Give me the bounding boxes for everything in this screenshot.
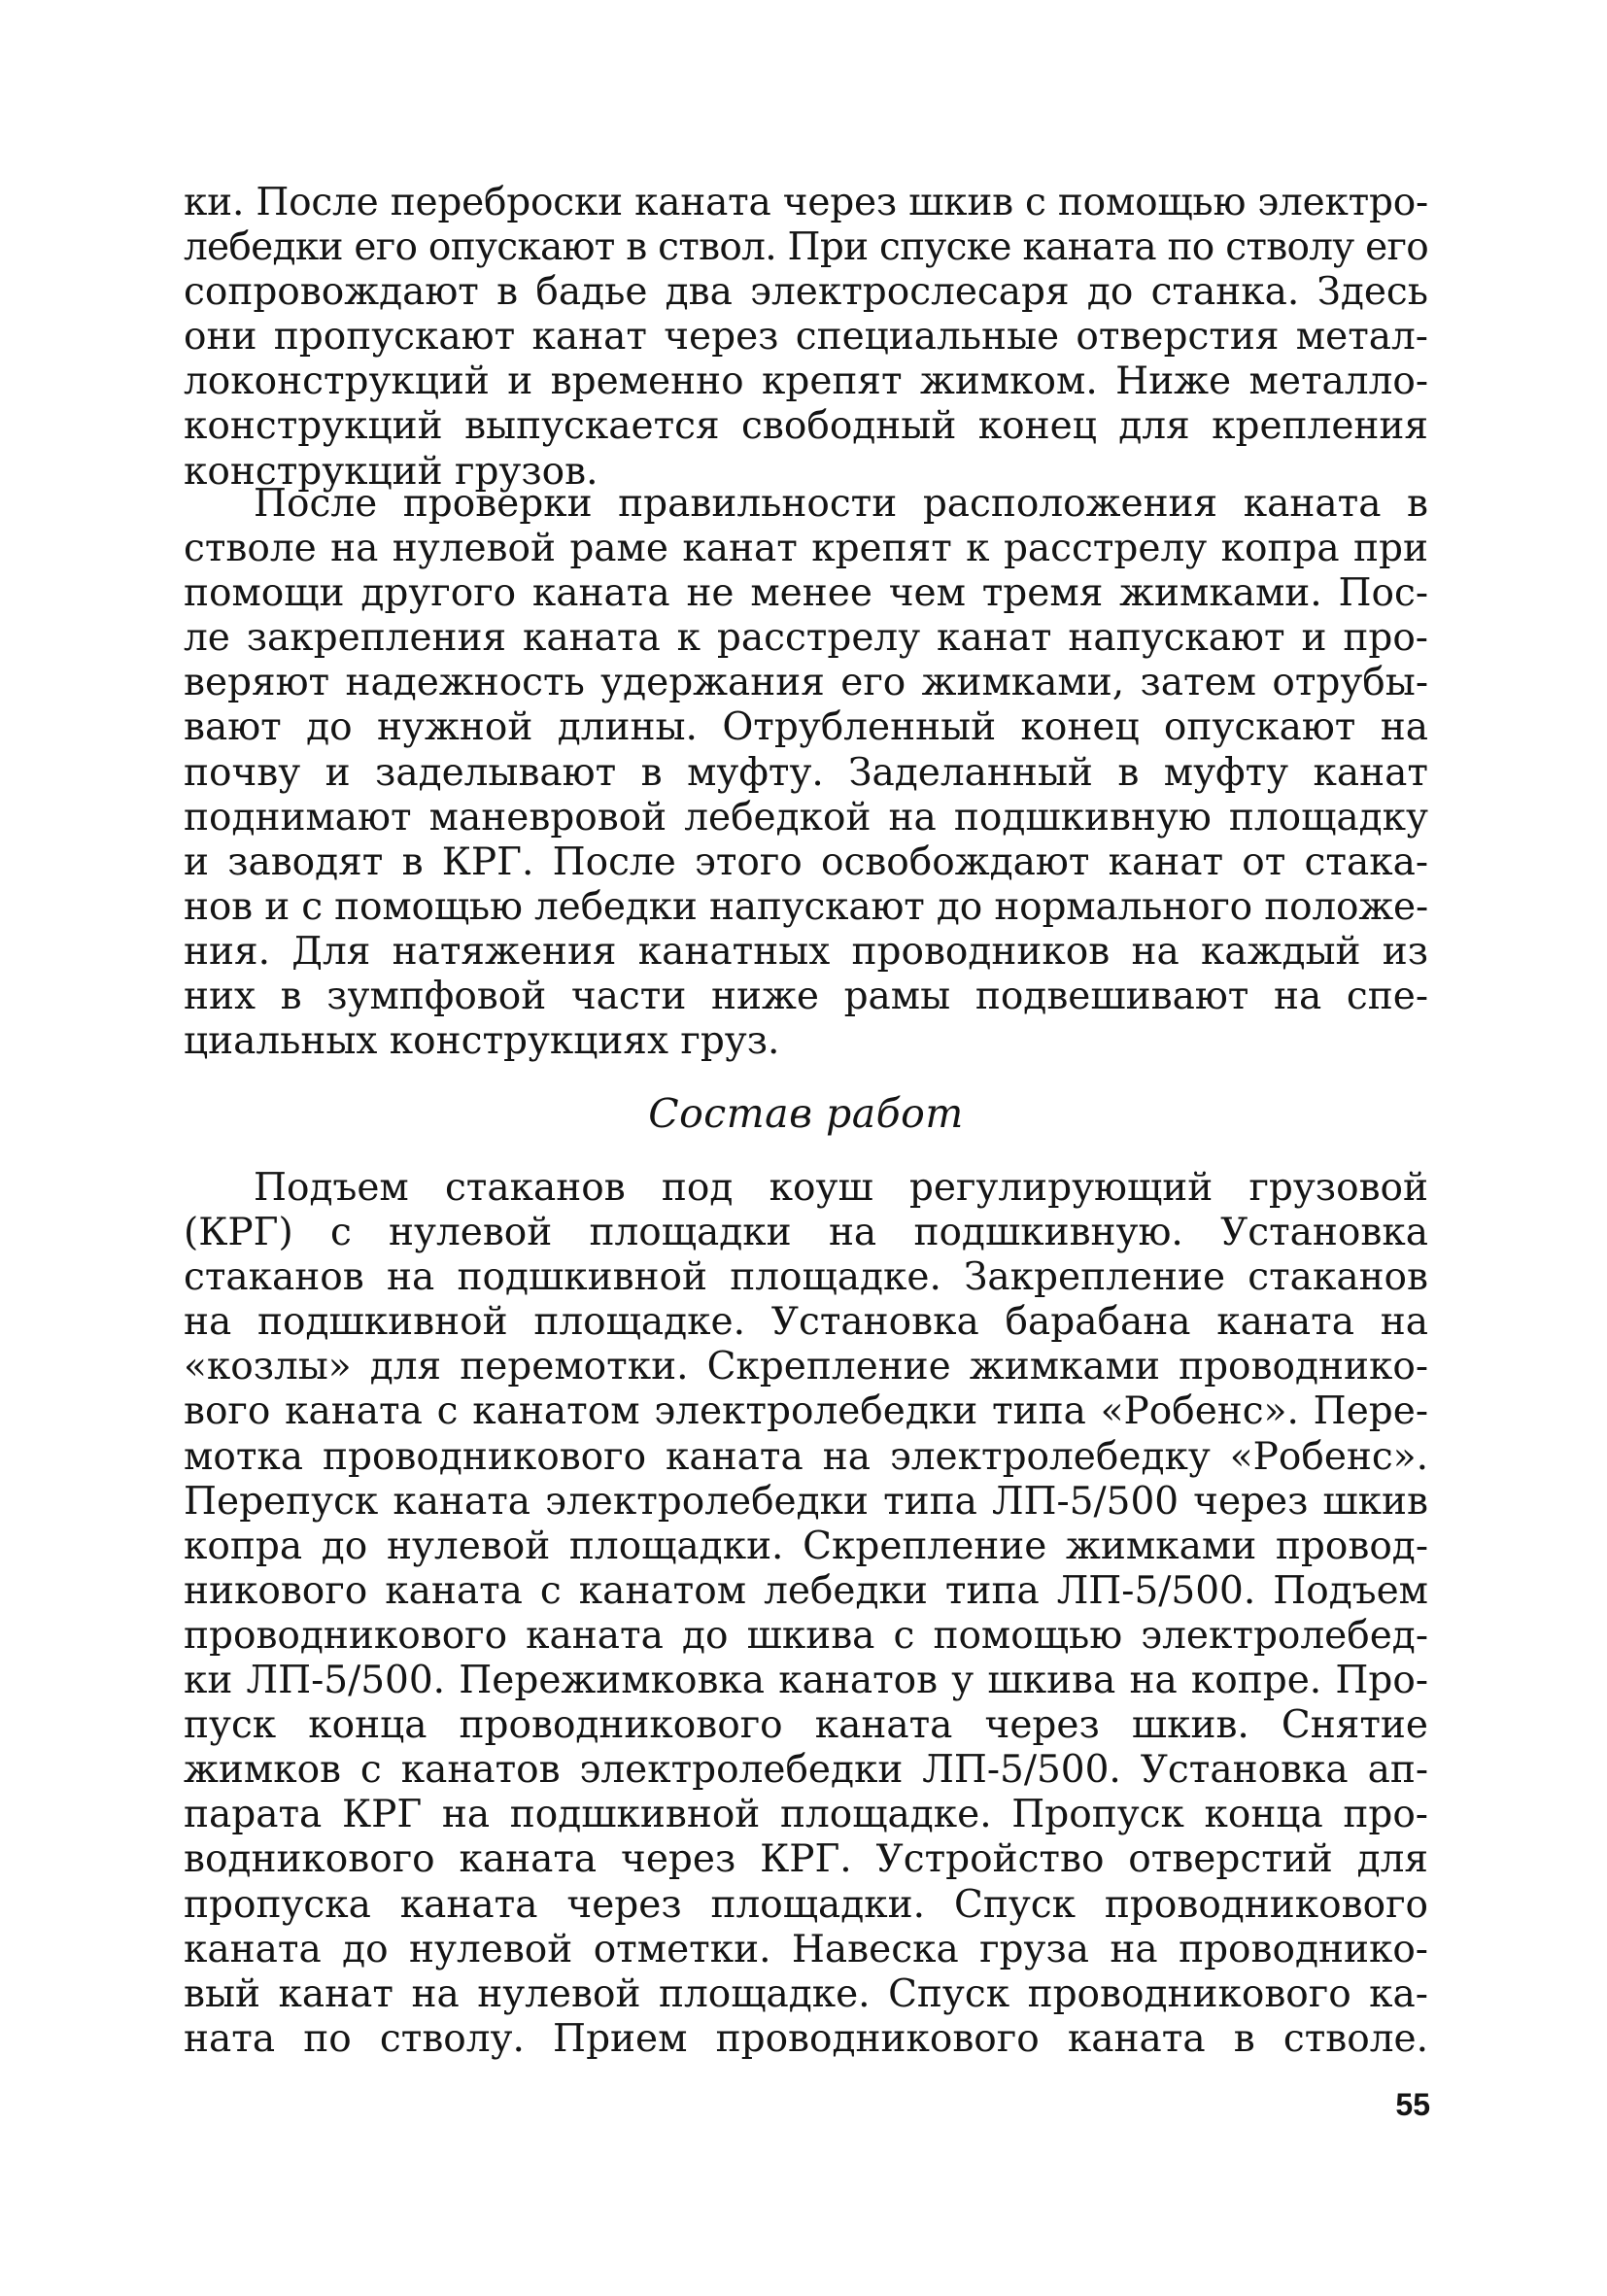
paragraph-3 <box>184 1166 1428 2062</box>
text-line: ната по стволу. Прием проводникового каната в стволе. <box>184 2016 1428 2061</box>
text-line: парата КРГ на подшкивной площадке. Пропуск конца про- <box>184 1793 1428 1837</box>
text-line: водникового каната через КРГ. Устройство отверстий для <box>184 1837 1428 1882</box>
text-line: веряют надежность удержания его жимками, затем отрубы- <box>184 661 1428 705</box>
text-line: вают до нужной длины. Отрубленный конец опускают на <box>184 705 1428 750</box>
text-line: Подъем стаканов под коуш регулирующий грузовой <box>254 1166 1428 1210</box>
text-line: копра до нулевой площадки. Скрепление жимками провод- <box>184 1524 1428 1568</box>
section-heading: Состав работ <box>648 1090 964 1137</box>
text-line: локонструкций и временно крепят жимком. Ниже металло- <box>184 360 1428 404</box>
text-line: стволе на нулевой раме канат крепят к расстрелу копра при <box>184 527 1428 571</box>
text-line: пуск конца проводникового каната через шкив. Снятие <box>184 1703 1428 1748</box>
text-line: поднимают маневровой лебедкой на подшкивную площадку <box>184 795 1428 840</box>
text-line: и заводят в КРГ. После этого освобождают канат от стака- <box>184 840 1428 884</box>
text-line: ле закрепления каната к расстрелу канат напускают и про- <box>184 616 1428 661</box>
text-line: на подшкивной площадке. Установка барабана каната на <box>184 1300 1428 1345</box>
text-line: них в зумпфовой части ниже рамы подвешивают на спе- <box>184 975 1428 1019</box>
text-line: вого каната с канатом электролебедки типа «Робенс». Пере- <box>184 1389 1428 1434</box>
text-line: помощи другого каната не менее чем тремя жимками. Пос- <box>184 571 1428 616</box>
text-line: ки. После переброски каната через шкив с помощью электро- <box>184 181 1429 224</box>
text-line: они пропускают канат через специальные отверстия метал- <box>184 315 1428 360</box>
text-line: (КРГ) с нулевой площадки на подшкивную. Установка <box>184 1211 1428 1255</box>
text-line: конструкций выпускается свободный конец для крепления <box>184 404 1428 449</box>
text-line: почву и заделывают в муфту. Заделанный в муфту канат <box>184 750 1428 795</box>
text-line: конструкций грузов. <box>184 449 598 494</box>
text-line: мотка проводникового каната на электролебедку «Робенс». <box>184 1434 1428 1479</box>
text-line: циальных конструкциях груз. <box>184 1019 780 1064</box>
text-line: «козлы» для перемотки. Скрепление жимками проводнико- <box>184 1345 1428 1389</box>
text-line: ки ЛП-5/500. Пережимковка канатов у шкива на копре. Про- <box>184 1659 1428 1703</box>
text-line: вый канат на нулевой площадке. Спуск проводникового ка- <box>184 1971 1428 2016</box>
text-line: никового каната с канатом лебедки типа ЛП-5/500. Подъем <box>184 1568 1428 1613</box>
paragraph-1 <box>184 181 1428 495</box>
text-line: жимков с канатов электролебедки ЛП-5/500. Установка ап- <box>184 1748 1428 1793</box>
text-line: ния. Для натяжения канатных проводников на каждый из <box>184 929 1428 974</box>
text-line: сопровождают в бадье два электрослесаря до станка. Здесь <box>184 270 1428 315</box>
text-line: пропуска каната через площадки. Спуск проводникового <box>184 1882 1428 1927</box>
text-line: стаканов на подшкивной площадке. Закрепление стаканов <box>184 1255 1428 1300</box>
page-number: 55 <box>1395 2087 1430 2122</box>
text-line: каната до нулевой отметки. Навеска груза на проводнико- <box>184 1927 1428 1971</box>
text-line: лебедки его опускают в ствол. При спуске каната по стволу его <box>184 225 1428 270</box>
text-line: Перепуск каната электролебедки типа ЛП-5/500 через шкив <box>184 1479 1428 1524</box>
text-line: После проверки правильности расположения каната в <box>254 482 1428 526</box>
text-line: нов и с помощью лебедки напускают до нормального положе- <box>184 884 1428 929</box>
text-line: проводникового каната до шкива с помощью электролебед- <box>184 1613 1428 1658</box>
paragraph-2 <box>184 482 1428 1064</box>
